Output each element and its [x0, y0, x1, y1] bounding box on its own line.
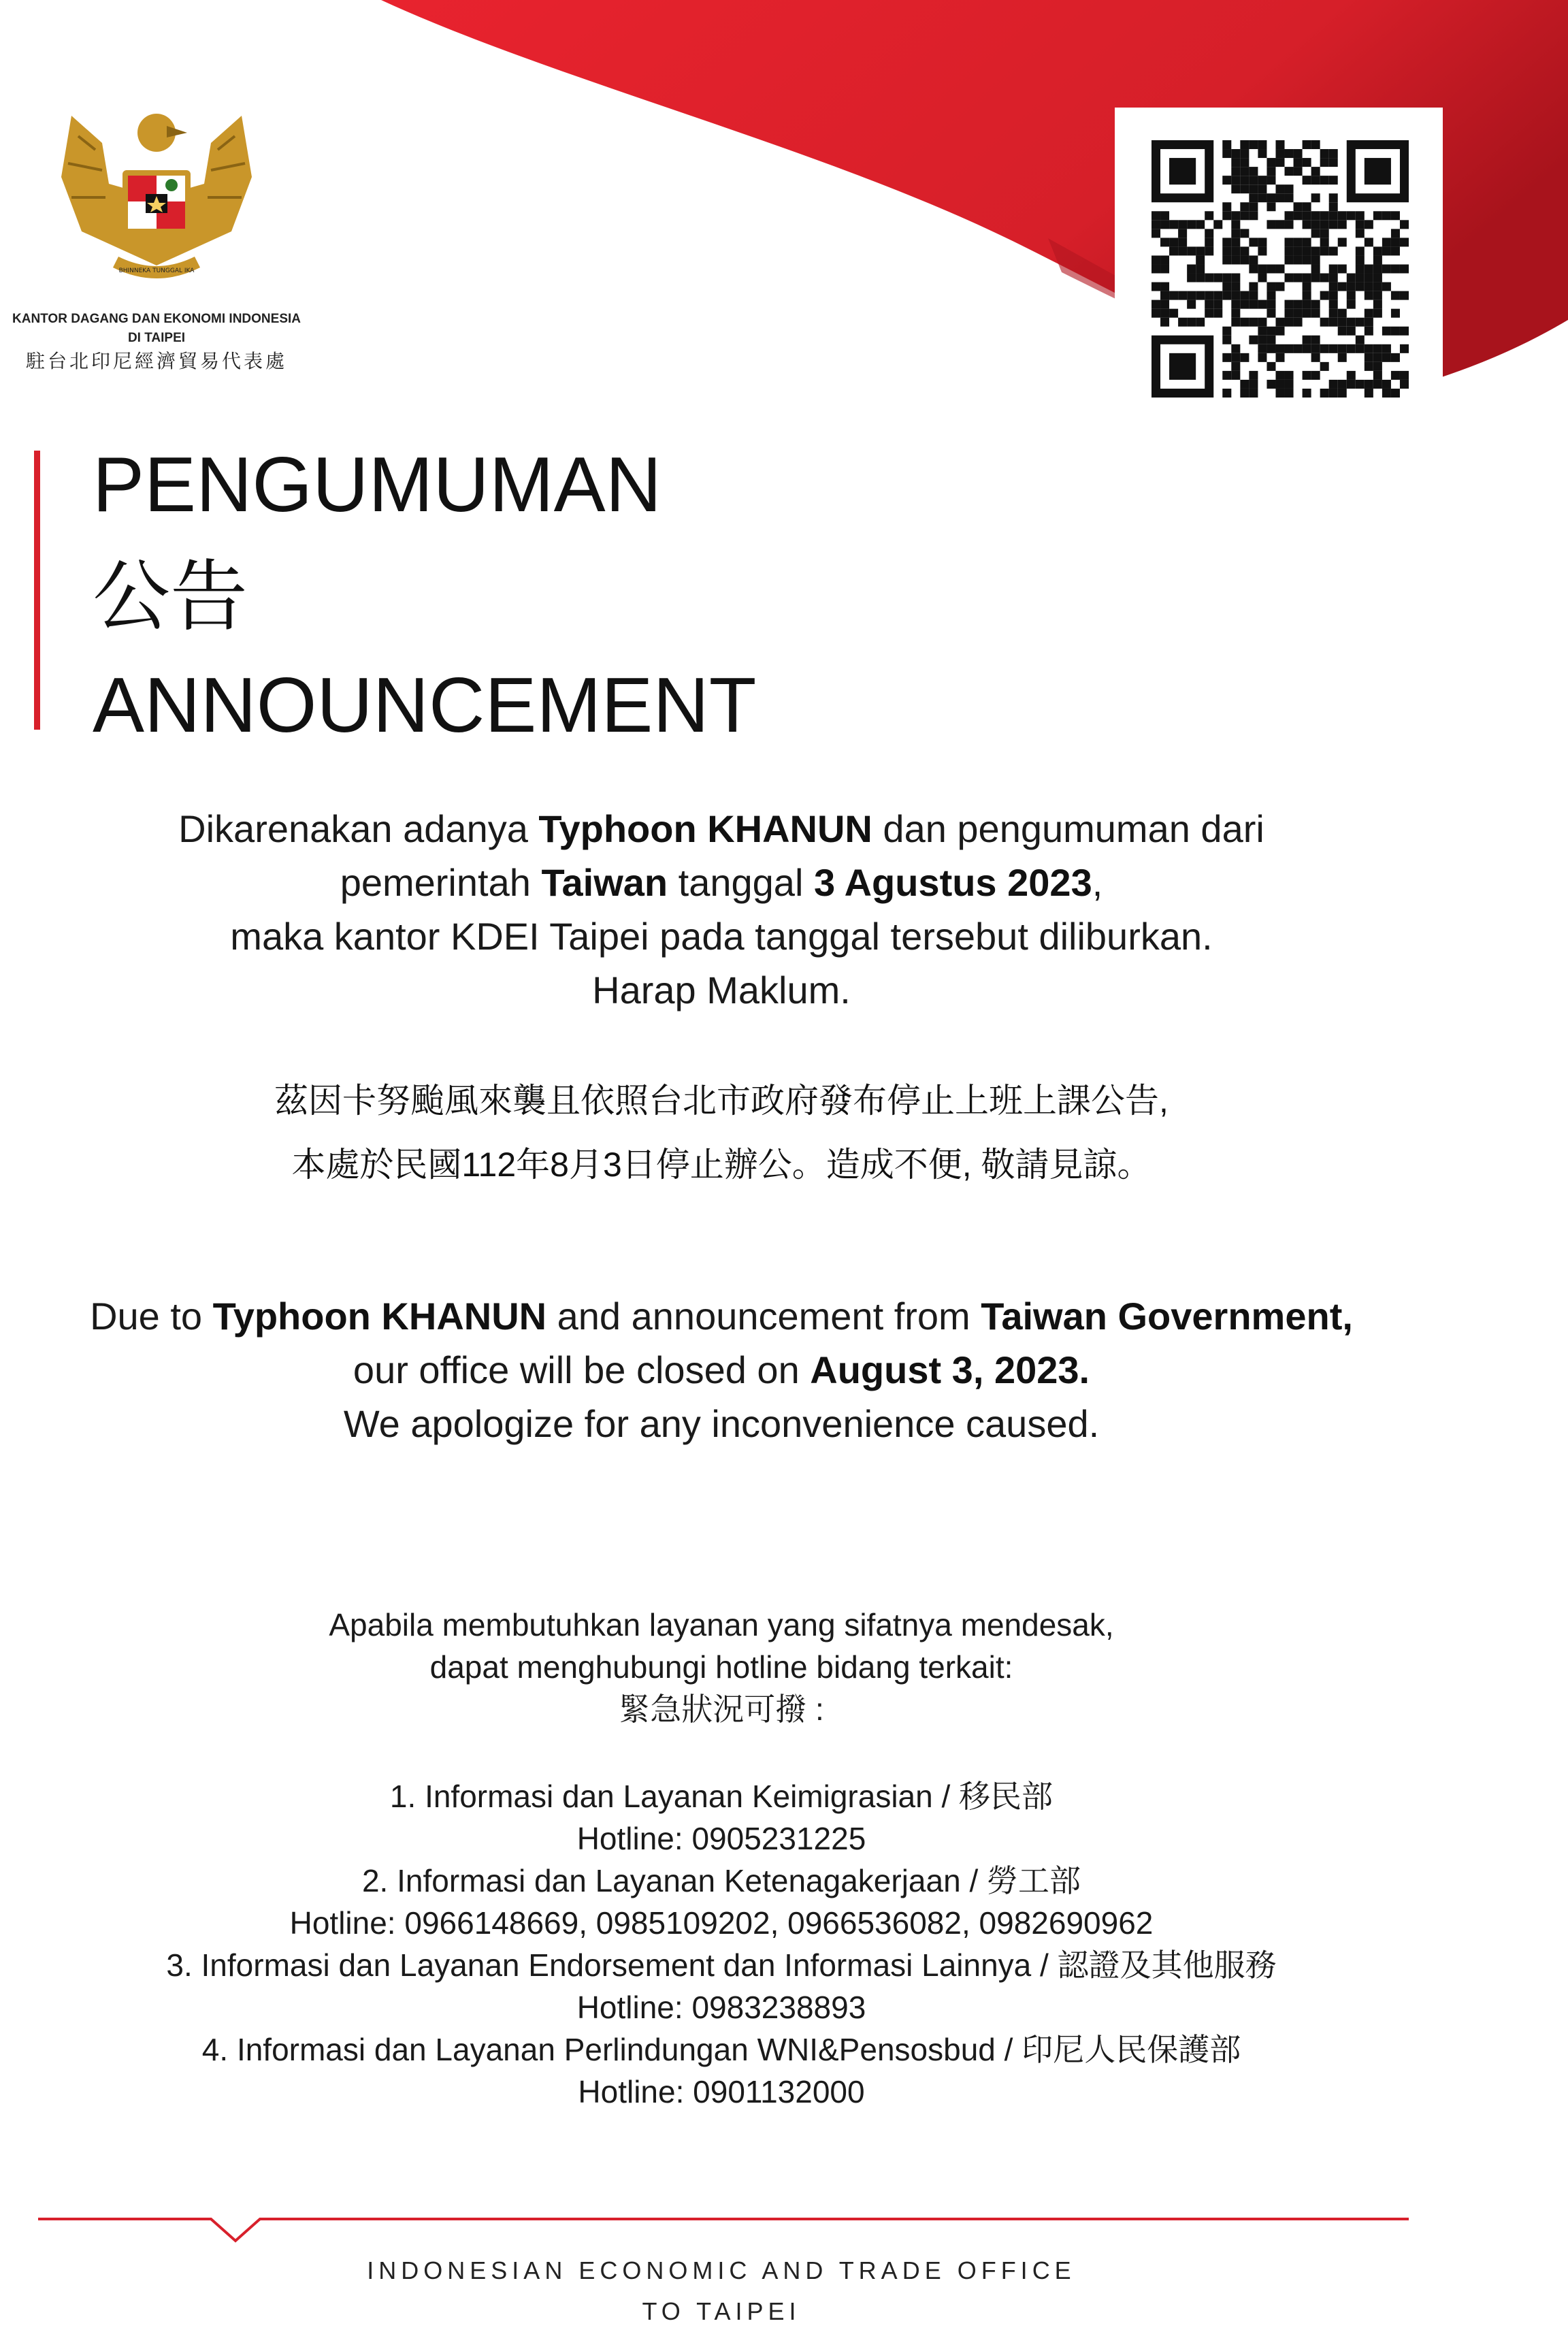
chinese-notice — [0, 1069, 1443, 1197]
en-text: and announcement from — [546, 1295, 981, 1338]
hotline-number[interactable]: Hotline: 0901132000 — [578, 2074, 865, 2109]
hotline-number[interactable]: Hotline: 0905231225 — [576, 1821, 866, 1856]
en-date: August 3, 2023. — [810, 1348, 1090, 1391]
office-name-chinese: 駐台北印尼經濟貿易代表處 — [25, 351, 287, 372]
id-text: , — [1092, 861, 1103, 904]
office-name — [0, 310, 313, 375]
hotline-number[interactable]: Hotline: 0983238893 — [576, 1990, 866, 2025]
contact-line-3: 緊急狀況可撥 : — [619, 1691, 824, 1727]
footer-line-1: INDONESIAN ECONOMIC AND TRADE OFFICE — [367, 2256, 1076, 2284]
contact-line-2: dapat menghubungi hotline bidang terkait: — [429, 1649, 1013, 1685]
id-closure-line: maka kantor KDEI Taipei pada tanggal tersebut diliburkan. — [230, 915, 1213, 958]
id-text: tanggal — [668, 861, 814, 904]
en-government: Taiwan Government, — [981, 1295, 1353, 1338]
id-date: 3 Agustus 2023 — [813, 861, 1092, 904]
zh-line-1: 茲因卡努颱風來襲且依照台北市政府發布停止上班上課公告, — [274, 1082, 1169, 1120]
title-accent-bar — [34, 451, 40, 730]
title-chinese: 公告 — [93, 551, 248, 642]
id-country: Taiwan — [541, 861, 668, 904]
contact-line-1: Apabila membutuhkan layanan yang sifatnya mendesak, — [329, 1607, 1114, 1642]
en-typhoon-name: Typhoon KHANUN — [212, 1295, 547, 1338]
hotline-list — [0, 1775, 1443, 2113]
id-text: pemerintah — [340, 861, 542, 904]
id-typhoon-name: Typhoon KHANUN — [538, 807, 872, 850]
footer-line-2: TO TAIPEI — [642, 2297, 801, 2325]
en-apology-line: We apologize for any inconvenience caused. — [343, 1402, 1100, 1445]
hotline-item-label: 2. Informasi dan Layanan Ketenagakerjaan / 勞工部 — [361, 1863, 1081, 1898]
en-text: our office will be closed on — [353, 1348, 811, 1391]
id-apology-line: Harap Maklum. — [592, 969, 851, 1011]
id-text: Dikarenakan adanya — [178, 807, 539, 850]
hotline-item-label: 1. Informasi dan Layanan Keimigrasian / 移民部 — [389, 1779, 1054, 1814]
qr-code-icon — [1152, 140, 1409, 398]
qr-code-panel — [1115, 108, 1443, 403]
title-english: ANNOUNCEMENT — [93, 662, 757, 749]
zh-line-2: 本處於民國112年8月3日停止辦公。造成不便, 敬請見諒。 — [291, 1146, 1152, 1184]
hotline-item-label: 3. Informasi dan Layanan Endorsement dan Informasi Lainnya / 認證及其他服務 — [166, 1947, 1277, 1983]
footer-divider — [0, 2205, 1443, 2246]
title-indonesian: PENGUMUMAN — [93, 442, 662, 528]
footer-office-name — [0, 2250, 1443, 2332]
emblem-motto: BHINNEKA TUNGGAL IKA — [118, 268, 195, 274]
en-text: Due to — [90, 1295, 213, 1338]
office-name-line1: KANTOR DAGANG DAN EKONOMI INDONESIA — [12, 312, 301, 326]
hotline-number[interactable]: Hotline: 0966148669, 0985109202, 0966536082, 0982690962 — [289, 1905, 1154, 1941]
hotline-item-label: 4. Informasi dan Layanan Perlindungan WNI&Pensosbud / 印尼人民保護部 — [201, 2032, 1241, 2067]
garuda-emblem-icon — [54, 95, 259, 299]
office-name-line2: DI TAIPEI — [127, 331, 186, 345]
contact-intro — [0, 1604, 1443, 1730]
id-text: dan pengumuman dari — [872, 807, 1264, 850]
indonesian-notice — [0, 802, 1443, 1017]
english-notice — [0, 1289, 1443, 1451]
